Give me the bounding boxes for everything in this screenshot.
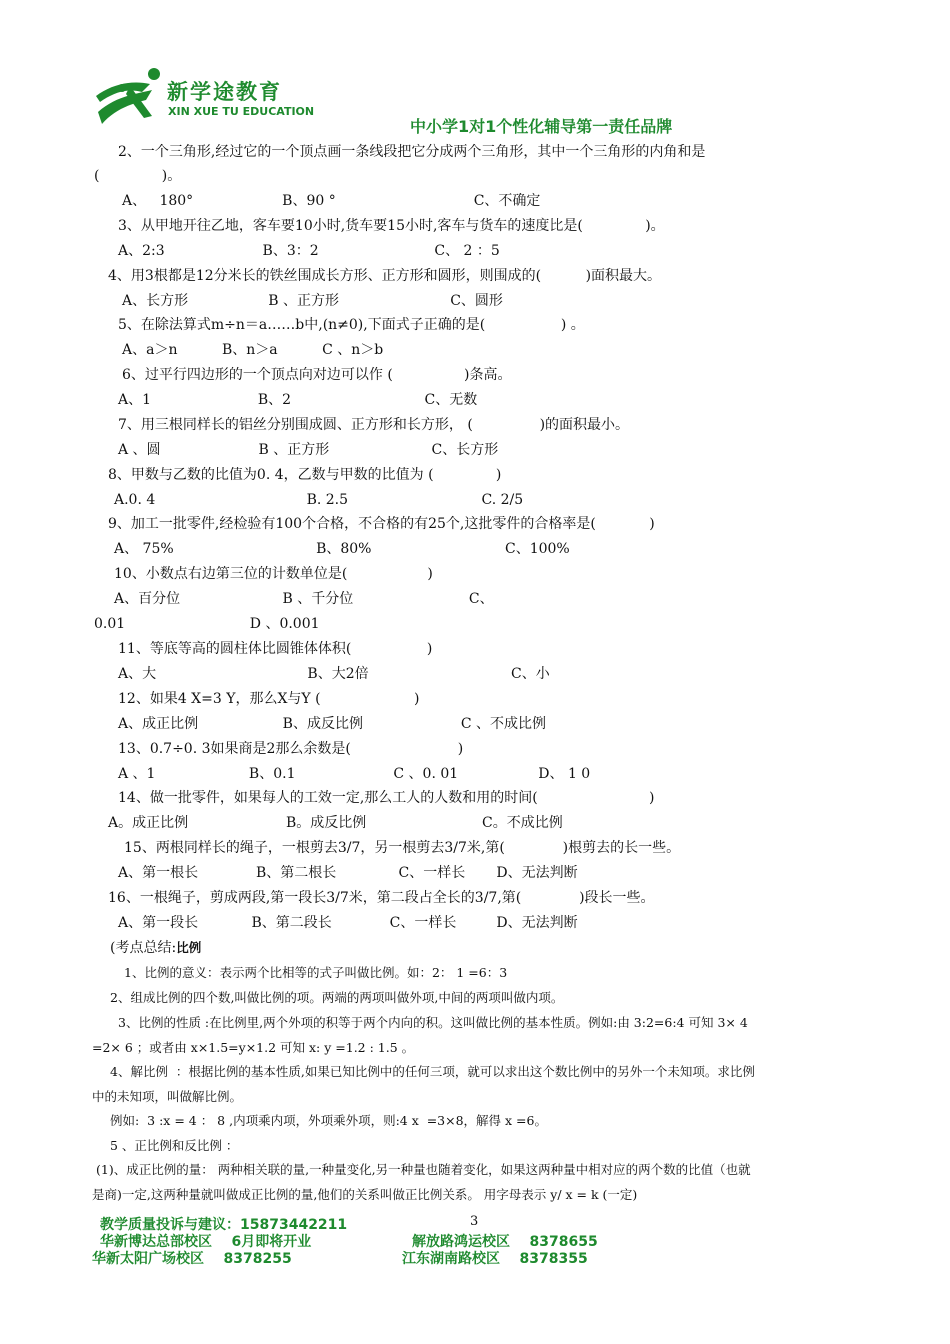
question-line: 2、一个三角形,经过它的一个顶点画一条线段把它分成两个三角形，其中一个三角形的内角和是	[118, 144, 706, 160]
campus-line: 华新太阳广场校区 8378255	[92, 1251, 292, 1267]
question-line: 6、过平行四边形的一个顶点向对边可以作 ( )条高。	[122, 367, 512, 383]
answer-options: A.0. 4 B. 2.5 C. 2/5	[114, 492, 524, 508]
summary-line: 1、比例的意义：表示两个比相等的式子叫做比例。如：2： 1 =6：3	[124, 965, 508, 980]
summary-heading	[110, 939, 201, 957]
answer-options: A、 180° B、90 ° C、不确定	[122, 193, 541, 209]
summary-line: 中的未知项，叫做解比例。	[92, 1089, 243, 1104]
question-line: 8、甲数与乙数的比值为0. 4，乙数与甲数的比值为 ( )	[108, 467, 502, 483]
brand-logo-icon	[92, 66, 162, 128]
question-line: 7、用三根同样长的铝丝分别围成圆、正方形和长方形， ( )的面积最小。	[118, 417, 630, 433]
answer-options: A、 75% B、80% C、100%	[114, 541, 570, 557]
question-line: 15、两根同样长的绳子，一根剪去3/7，另一根剪去3/7米,第( )根剪去的长一些。	[124, 840, 681, 856]
question-line: 9、加工一批零件,经检验有100个合格，不合格的有25个,这批零件的合格率是( )	[108, 516, 655, 532]
page-number: 3	[470, 1214, 479, 1229]
brand-name-english: XIN XUE TU EDUCATION	[168, 105, 315, 118]
campus-line: 华新博达总部校区 6月即将开业	[100, 1234, 312, 1250]
summary-line: 5 、正比例和反比例 ：	[110, 1138, 239, 1153]
summary-line: =2× 6 ；或者由 x×1.5=y×1.2 可知 x: y =1.2 : 1.5 。	[92, 1040, 415, 1055]
question-line: ( )。	[94, 168, 182, 184]
question-line: 12、如果4 X=3 Y，那么X与Y ( )	[118, 691, 420, 707]
summary-line: 2、组成比例的四个数,叫做比例的项。两端的两项叫做外项,中间的两项叫做内项。	[110, 990, 564, 1005]
question-line: 5、在除法算式m÷n＝a……b中,(n≠0),下面式子正确的是( ) 。	[118, 317, 585, 333]
answer-options: A、大 B、大2倍 C、小	[118, 666, 550, 682]
question-line: 13、0.7÷0. 3如果商是2那么余数是( )	[118, 741, 464, 757]
brand-slogan: 中小学1对1个性化辅导第一责任品牌	[410, 117, 673, 136]
question-line: 4、用3根都是12分米长的铁丝围成长方形、正方形和圆形，则围成的( )面积最大。	[108, 268, 662, 284]
summary-line: 例如: 3 :x = 4 ： 8 ,内项乘内项，外项乘外项，则:4 x =3×8，解得 x =6。	[110, 1113, 547, 1128]
answer-options: A、第一段长 B、第二段长 C、一样长 D、无法判断	[118, 915, 578, 931]
summary-heading-bold: 比例	[176, 940, 202, 955]
question-line: 11、等底等高的圆柱体比圆锥体体积( )	[118, 641, 433, 657]
brand-name: 新学途教育	[167, 80, 282, 104]
answer-options: A、2:3 B、3：2 C、 2 ：5	[118, 243, 500, 259]
answer-options: A 、圆 B 、正方形 C、长方形	[118, 442, 499, 458]
answer-options: 0.01 D 、0.001	[94, 616, 320, 632]
summary-line: 4、解比例 ：根据比例的基本性质,如果已知比例中的任何三项，就可以求出这个数比例中的另外一个未知项。求比例	[110, 1064, 755, 1079]
campus-line: 解放路鸿运校区 8378655	[412, 1234, 598, 1250]
summary-line: (1)、成正比例的量： 两种相关联的量,一种量变化,另一种量也随着变化，如果这两种量中相对应的两个数的比值（也就	[96, 1162, 751, 1177]
question-line: 16、一根绳子，剪成两段,第一段长3/7米，第二段占全长的3/7,第( )段长一些。	[108, 890, 655, 906]
question-line: 14、做一批零件，如果每人的工效一定,那么工人的人数和用的时间( )	[118, 790, 655, 806]
answer-options: A。成正比例 B。成反比例 C。不成比例	[108, 815, 563, 831]
answer-options: A、1 B、2 C、无数	[118, 392, 478, 408]
answer-options: A、成正比例 B、成反比例 C 、不成比例	[118, 716, 547, 732]
complaint-hotline: 教学质量投诉与建议：15873442211	[100, 1217, 348, 1233]
question-line: 10、小数点右边第三位的计数单位是( )	[114, 566, 433, 582]
answer-options: A 、1 B、0.1 C 、0. 01 D、 1 0	[118, 766, 591, 782]
answer-options: A、第一根长 B、第二根长 C、一样长 D、无法判断	[118, 865, 578, 881]
answer-options: A、长方形 B 、正方形 C、圆形	[122, 293, 503, 309]
answer-options: A、百分位 B 、千分位 C、	[114, 591, 494, 607]
summary-line: 是商)一定,这两种量就叫做成正比例的量,他们的关系叫做正比例关系。 用字母表示 y/ x = k (一定)	[92, 1187, 638, 1202]
campus-line: 江东湖南路校区 8378355	[402, 1251, 588, 1267]
summary-heading-prefix: (考点总结:	[110, 940, 177, 956]
summary-line: 3、比例的性质 :在比例里,两个外项的积等于两个内向的积。这叫做比例的基本性质。例如:由 3:2=6:4 可知 3× 4	[118, 1015, 748, 1030]
answer-options: A、a＞n B、n＞a C 、n＞b	[122, 342, 384, 358]
question-line: 3、从甲地开往乙地，客车要10小时,货车要15小时,客车与货车的速度比是( )。	[118, 218, 665, 234]
